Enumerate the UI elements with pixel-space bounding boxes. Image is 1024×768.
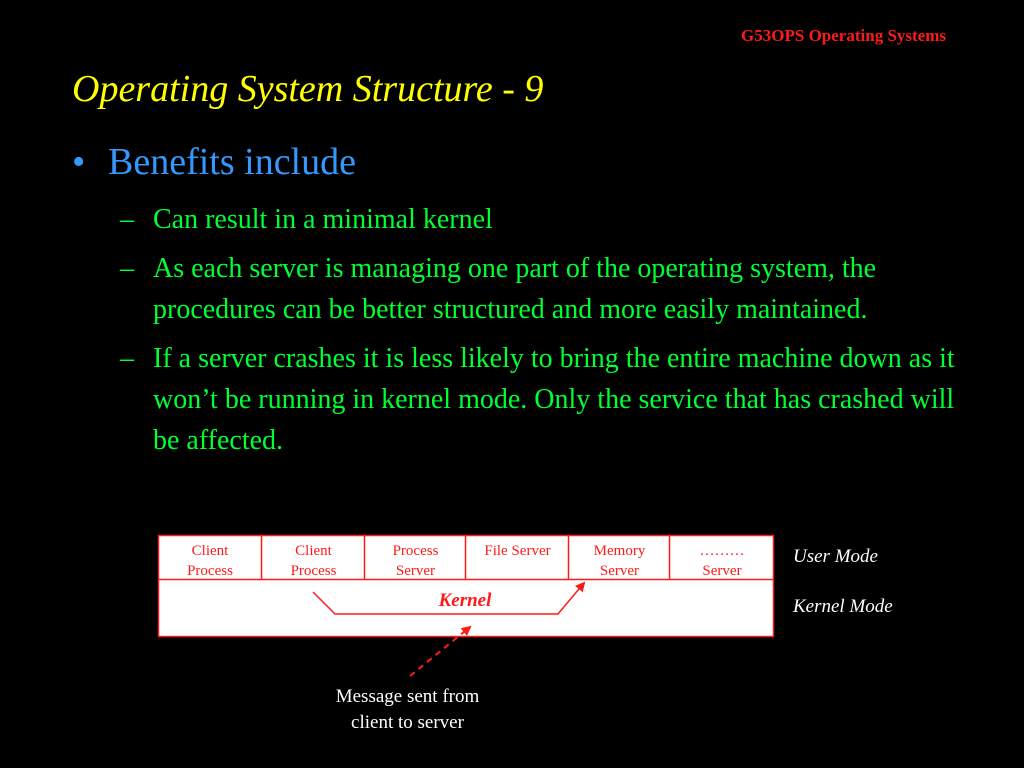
bullet-marker: • (72, 141, 86, 183)
cell-client-process-1 (158, 535, 262, 579)
cell-line2: Server (395, 563, 436, 579)
dash-marker: – (120, 343, 134, 374)
cell-line2: Server (702, 563, 742, 579)
cell-memory-server (569, 535, 670, 579)
caption-pointer-arrow (410, 627, 470, 676)
user-mode-label: User Mode (793, 546, 878, 567)
course-header: G53OPS Operating Systems (741, 26, 946, 45)
cell-line1: Client (191, 543, 229, 559)
main-bullet-text: Benefits include (108, 141, 356, 183)
slide-title: Operating System Structure - 9 (72, 68, 544, 110)
cell-file-server (466, 535, 569, 579)
cell-other-server (670, 535, 774, 579)
list-item-text: As each server is managing one part of the operating system, the procedures can be better structured and more easily maintained. (153, 253, 877, 325)
message-caption (300, 684, 515, 736)
cell-client-process-2 (262, 535, 365, 579)
list-item-text: If a server crashes it is less likely to bring the entire machine down as it won’t be running in kernel mode. Only the service that has crashed will be affected. (153, 343, 955, 456)
cell-process-server (365, 535, 466, 579)
cell-line1: Process (392, 543, 439, 559)
cell-line1: ……… (699, 543, 745, 559)
cell-line2: Process (290, 563, 337, 579)
cell-line1: Memory (593, 543, 646, 559)
dash-marker: – (120, 253, 134, 284)
cell-line2: Server (599, 563, 640, 579)
kernel-label: Kernel (438, 590, 492, 611)
kernel-mode-label: Kernel Mode (793, 596, 893, 617)
caption-line2: client to server (351, 712, 464, 733)
cell-line1: Client (295, 543, 332, 559)
caption-line1: Message sent from (335, 686, 480, 707)
cell-line1: File Server (484, 543, 551, 559)
cell-line2: Process (187, 563, 233, 579)
list-item-text: Can result in a minimal kernel (153, 204, 493, 235)
dash-marker: – (120, 204, 134, 235)
